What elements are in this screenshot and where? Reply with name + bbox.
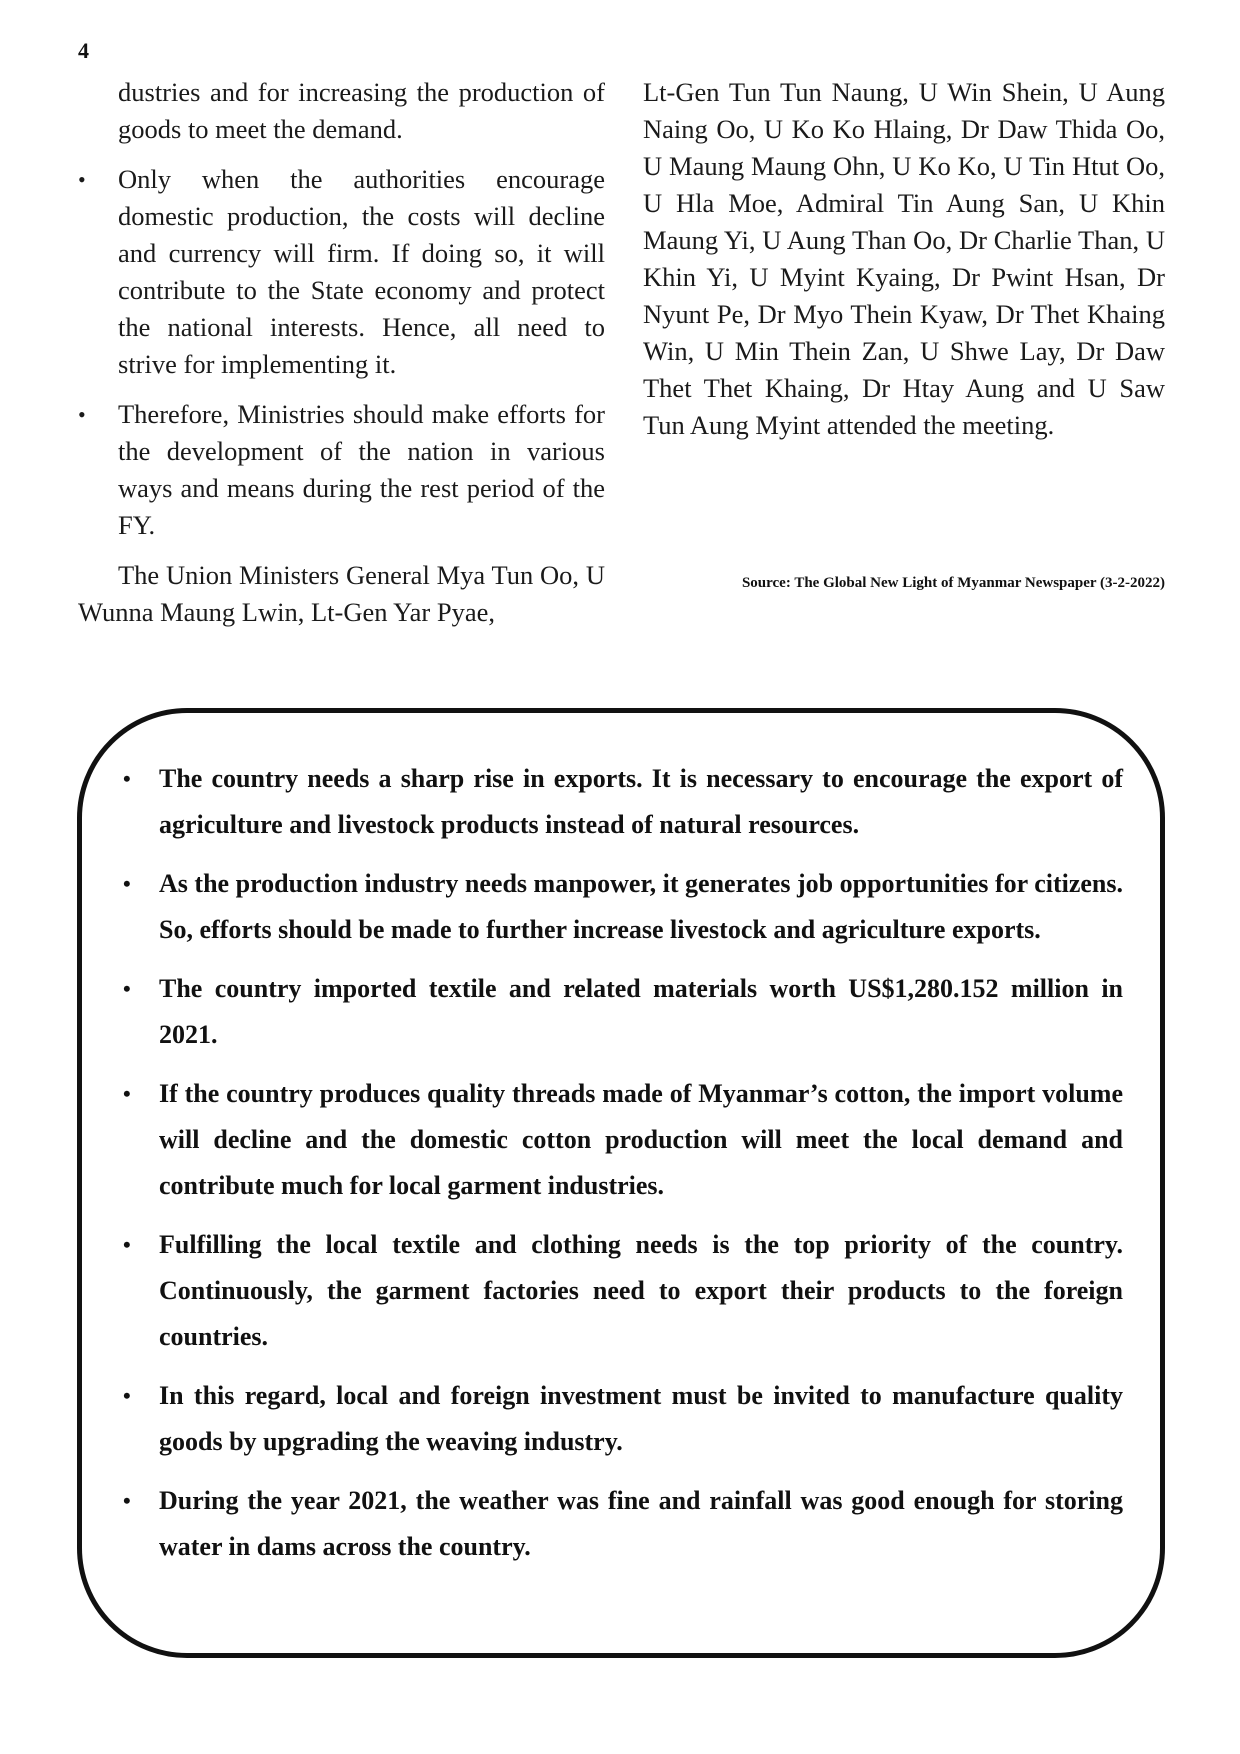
page-number: 4 <box>78 38 89 63</box>
bullet-item: • Only when the authorities encourage domestic production, the costs will decline and currency will firm. If doing so, it will contribute to the State economy and protect the national interests. Hence, all need to strive for implementing it. <box>78 161 605 383</box>
highlight-bullet-item: • During the year 2021, the weather was fine and rainfall was good enough for storing water in dams across the country. <box>123 1478 1123 1570</box>
bullet-item: • Therefore, Ministries should make efforts for the development of the nation in various ways and means during the rest period of the FY. <box>78 396 605 544</box>
left-bullet-list <box>78 161 605 544</box>
attendees-paragraph-start: The Union Ministers General Mya Tun Oo, U Wunna Maung Lwin, Lt-Gen Yar Pyae, <box>78 560 605 627</box>
highlight-bullet-item: • Fulfilling the local textile and clothing needs is the top priority of the country. Continuously, the garment factories need to export their products to the foreign countries. <box>123 1222 1123 1360</box>
left-column <box>78 74 605 631</box>
highlight-bullet-item: • The country needs a sharp rise in exports. It is necessary to encourage the export of agriculture and livestock products instead of natural resources. <box>123 756 1123 848</box>
attendees-paragraph-continued: Lt-Gen Tun Tun Naung, U Win Shein, U Aung Naing Oo, U Ko Ko Hlaing, Dr Daw Thida Oo, U Maung Maung Ohn, U Ko Ko, U Tin Htut Oo, U Hla Moe, Admiral Tin Aung San, U Khin Maung Yi, U Aung Than Oo, Dr Charlie Than, U Khin Yi, U Myint Kyaing, Dr Pwint Hsan, Dr Nyunt Pe, Dr Myo Thein Kyaw, Dr Thet Khaing Win, U Min Thein Zan, U Shwe Lay, Dr Daw Thet Thet Khaing, Dr Htay Aung and U Saw Tun Aung Myint attended the meeting. <box>643 77 1165 440</box>
highlight-bullet-list <box>123 756 1123 1583</box>
highlight-bullet-item: • The country imported textile and related materials worth US$1,280.152 million in 2021. <box>123 966 1123 1058</box>
highlight-bullet-item: • In this regard, local and foreign investment must be invited to manufacture quality goods by upgrading the weaving industry. <box>123 1373 1123 1465</box>
source-citation: Source: The Global New Light of Myanmar Newspaper (3-2-2022) <box>741 575 1165 591</box>
highlight-bullet-item: • As the production industry needs manpower, it generates job opportunities for citizens. So, efforts should be made to further increase livestock and agriculture exports. <box>123 861 1123 953</box>
highlight-bullet-item: • If the country produces quality threads made of Myanmar’s cotton, the import volume will decline and the domestic cotton production will meet the local demand and contribute much for local garment industries. <box>123 1071 1123 1209</box>
continued-paragraph: dustries and for increasing the production of goods to meet the demand. <box>118 77 605 144</box>
right-column <box>643 74 1165 444</box>
